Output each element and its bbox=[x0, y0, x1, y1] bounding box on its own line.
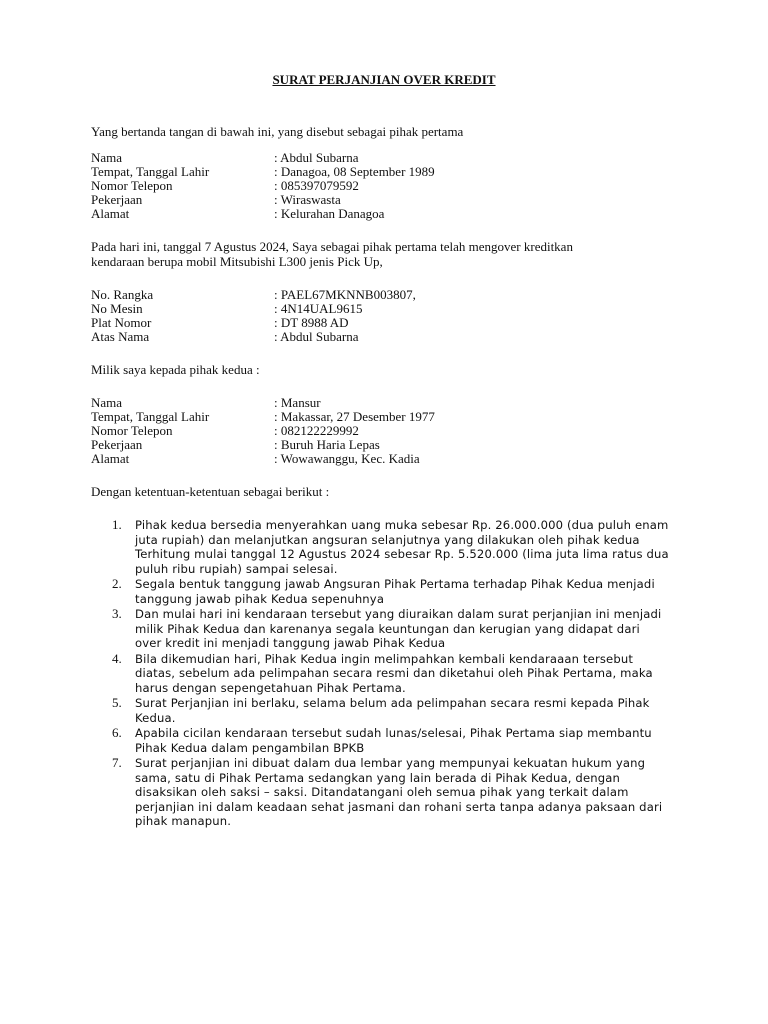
term-line: Surat perjanjian ini dibuat dalam dua lembar yang mempunyai kekuatan hukum yang bbox=[135, 756, 646, 770]
terms-list bbox=[91, 518, 681, 830]
field-value: : 082122229992 bbox=[274, 423, 359, 438]
field-label: No. Rangka bbox=[91, 287, 154, 302]
term-line: pihak manapun. bbox=[135, 814, 232, 828]
terms-intro: Dengan ketentuan-ketentuan sebagai berikut : bbox=[91, 484, 330, 499]
term-number: 5. bbox=[112, 695, 122, 710]
field-value: : Makassar, 27 Desember 1977 bbox=[274, 409, 435, 424]
term-line: Surat Perjanjian ini berlaku, selama belum ada pelimpahan secara resmi kepada Pihak bbox=[135, 696, 650, 710]
field-label: Tempat, Tanggal Lahir bbox=[91, 409, 210, 424]
term-line: tanggung jawab pihak Kedua sepenuhnya bbox=[135, 591, 385, 606]
field-label: Nomor Telepon bbox=[91, 178, 173, 193]
field-label: Pekerjaan bbox=[91, 192, 143, 207]
field-value: : 085397079592 bbox=[274, 178, 359, 193]
statement-line-1: Pada hari ini, tanggal 7 Agustus 2024, Saya sebagai pihak pertama telah mengover kreditkan bbox=[91, 239, 573, 254]
term-item bbox=[91, 577, 681, 606]
term-number: 3. bbox=[112, 606, 122, 621]
term-item bbox=[91, 726, 681, 755]
field-label: No Mesin bbox=[91, 301, 143, 316]
term-item bbox=[91, 652, 681, 696]
field-label: Alamat bbox=[91, 451, 130, 466]
field-label: Alamat bbox=[91, 206, 130, 221]
intro-text: Yang bertanda tangan di bawah ini, yang disebut sebagai pihak pertama bbox=[91, 124, 464, 139]
field-value: : 4N14UAL9615 bbox=[274, 301, 363, 316]
field-label: Nama bbox=[91, 395, 123, 410]
term-number: 7. bbox=[112, 755, 122, 770]
term-item bbox=[91, 696, 681, 725]
field-value: : Wiraswasta bbox=[274, 192, 341, 207]
term-line: Bila dikemudian hari, Pihak Kedua ingin melimpahkan kembali kendaraaan tersebut bbox=[135, 651, 634, 666]
term-line: perjanjian ini dalam keadaan sehat jasmani dan rohani serta tanpa adanya paksaan dari bbox=[135, 799, 663, 814]
term-line: Pihak Kedua dalam pengambilan BPKB bbox=[135, 740, 365, 755]
term-item bbox=[91, 607, 681, 651]
field-value: : Abdul Subarna bbox=[274, 150, 359, 165]
field-value: : DT 8988 AD bbox=[274, 315, 349, 330]
term-line: Kedua. bbox=[135, 710, 176, 725]
term-line: Segala bentuk tanggung jawab Angsuran Pihak Pertama terhadap Pihak Kedua menjadi bbox=[135, 577, 655, 591]
field-label: Plat Nomor bbox=[91, 315, 152, 330]
term-number: 1. bbox=[112, 517, 122, 532]
term-line: Apabila cicilan kendaraan tersebut sudah lunas/selesai, Pihak Pertama siap membantu bbox=[135, 726, 652, 740]
field-label: Nomor Telepon bbox=[91, 423, 173, 438]
term-line: Terhitung mulai tanggal 12 Agustus 2024 sebesar Rp. 5.520.000 (lima juta lima ratus dua bbox=[135, 547, 669, 561]
term-line: sama, satu di Pihak Pertama sedangkan yang lain berada di Pihak Kedua, dengan bbox=[135, 770, 620, 785]
field-value: : Kelurahan Danagoa bbox=[274, 206, 385, 221]
term-number: 6. bbox=[112, 725, 122, 740]
field-value: : Abdul Subarna bbox=[274, 329, 359, 344]
term-number: 4. bbox=[112, 650, 122, 666]
term-item bbox=[91, 756, 681, 829]
term-line: puluh ribu rupiah) sampai selesai. bbox=[135, 561, 338, 576]
field-label: Tempat, Tanggal Lahir bbox=[91, 164, 210, 179]
field-value: : PAEL67MKNNB003807, bbox=[274, 287, 416, 302]
term-line: juta rupiah) dan melanjutkan angsuran selanjutnya yang dilakukan oleh pihak kedua bbox=[135, 532, 640, 547]
term-line: milik Pihak Kedua dan karenanya segala keuntungan dan kerugian yang didapat dari bbox=[135, 621, 640, 636]
transfer-line: Milik saya kepada pihak kedua : bbox=[91, 362, 260, 377]
term-line: over kredit ini menjadi tanggung jawab Pihak Kedua bbox=[135, 636, 446, 650]
term-line: Pihak kedua bersedia menyerahkan uang muka sebesar Rp. 26.000.000 (dua puluh enam bbox=[135, 518, 669, 532]
field-value: : Mansur bbox=[274, 395, 321, 410]
term-line: Dan mulai hari ini kendaraan tersebut yang diuraikan dalam surat perjanjian ini menjadi bbox=[135, 607, 662, 621]
field-label: Nama bbox=[91, 150, 123, 165]
document-title: SURAT PERJANJIAN OVER KREDIT bbox=[272, 72, 496, 87]
statement-line-2: kendaraan berupa mobil Mitsubishi L300 jenis Pick Up, bbox=[91, 254, 383, 269]
field-value: : Danagoa, 08 September 1989 bbox=[274, 164, 435, 179]
term-line: harus dengan sepengetahuan Pihak Pertama. bbox=[135, 680, 406, 695]
term-line: disaksikan oleh saksi – saksi. Ditandatangani oleh semua pihak yang terkait dalam bbox=[135, 785, 629, 799]
term-item bbox=[91, 518, 681, 576]
term-number: 2. bbox=[112, 576, 122, 591]
field-value: : Wowawanggu, Kec. Kadia bbox=[274, 451, 420, 466]
term-line: diatas, sebelum ada pelimpahan secara resmi dan diketahui oleh Pihak Pertama, maka bbox=[135, 666, 653, 680]
field-label: Pekerjaan bbox=[91, 437, 143, 452]
field-label: Atas Nama bbox=[91, 329, 150, 344]
field-value: : Buruh Haria Lepas bbox=[274, 437, 380, 452]
